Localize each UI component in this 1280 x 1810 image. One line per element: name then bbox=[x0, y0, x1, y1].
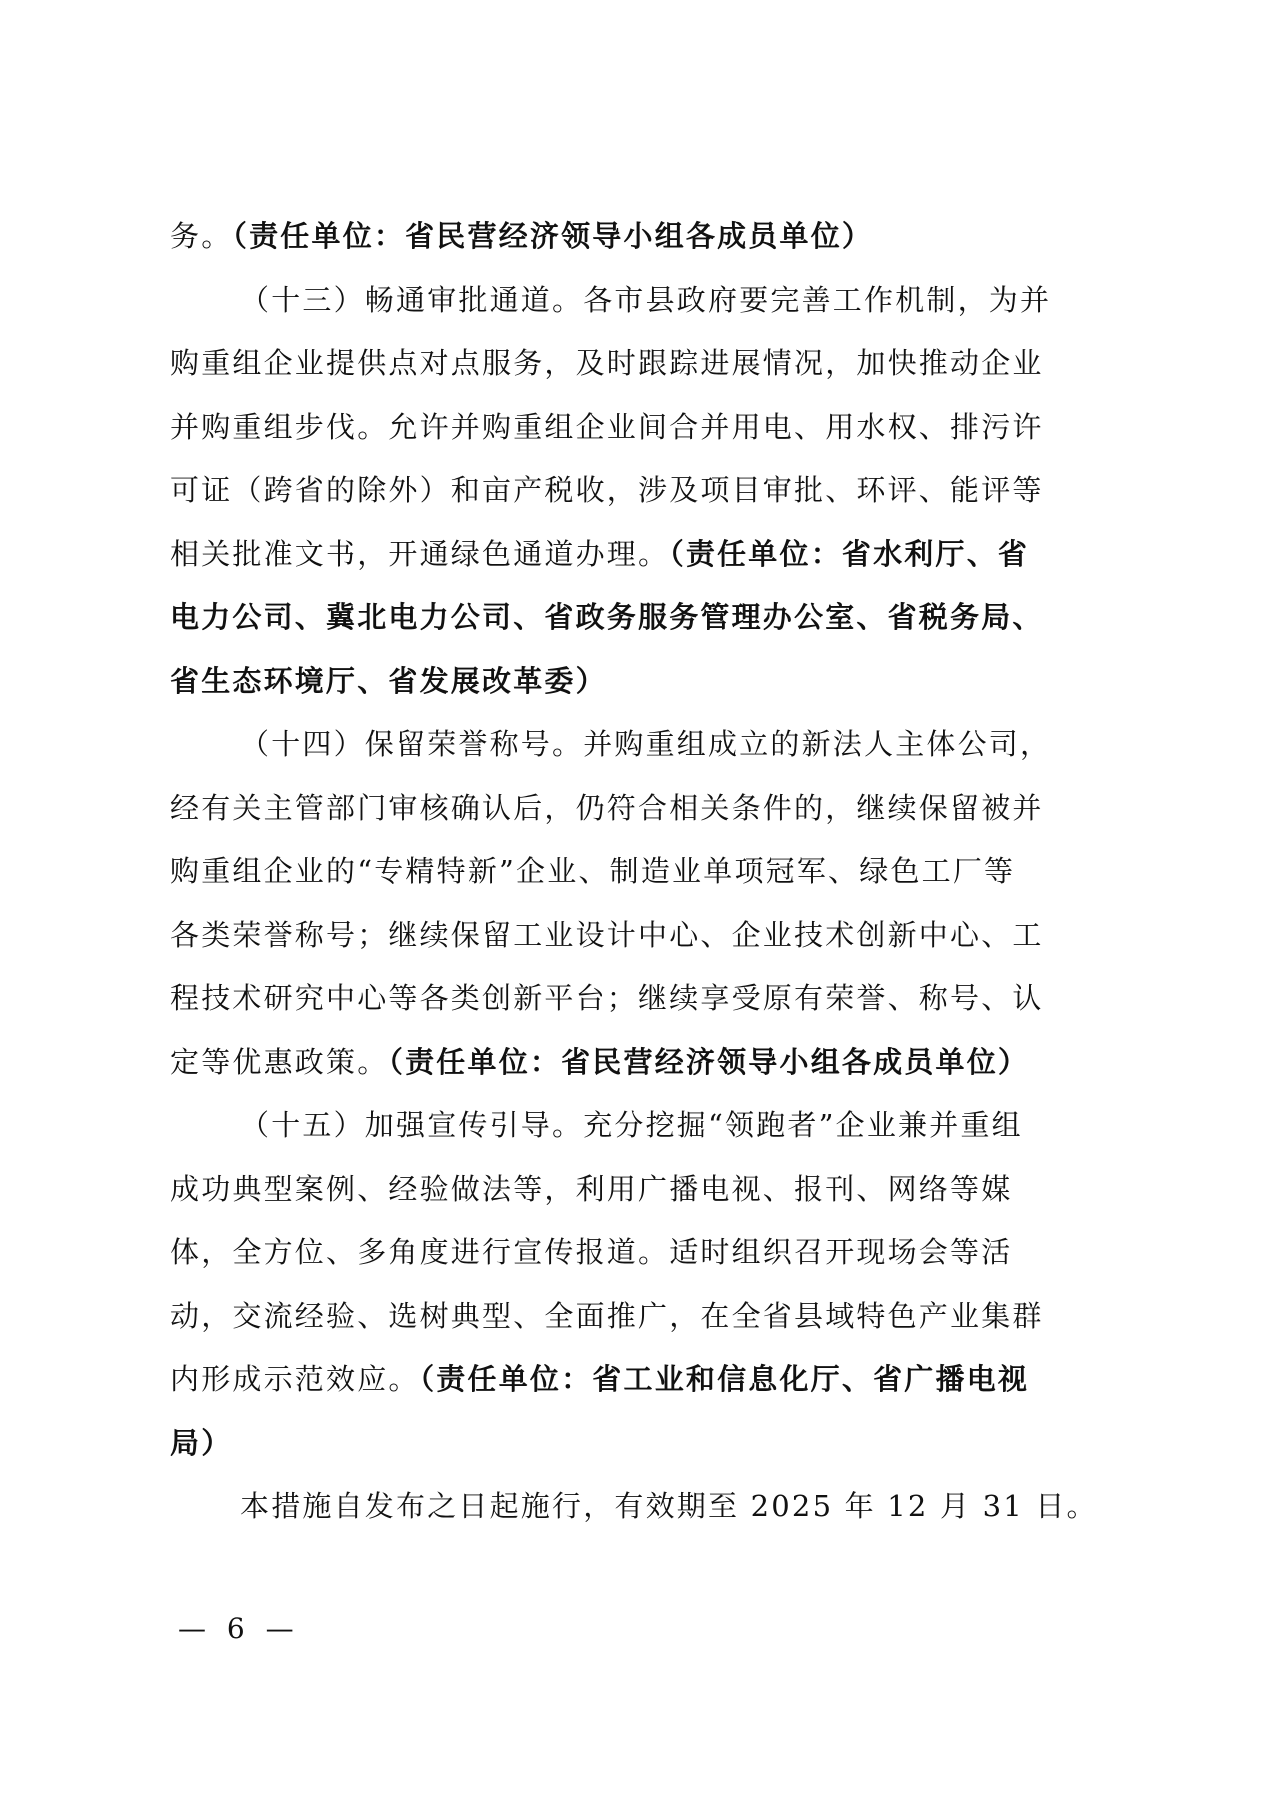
text-line bbox=[170, 332, 1115, 396]
text-line bbox=[170, 1094, 1115, 1158]
text-line bbox=[170, 1348, 1115, 1412]
line-text: 动，交流经验、选树典型、全面推广，在全省县域特色产业集群 bbox=[170, 1298, 1044, 1333]
text-line bbox=[170, 777, 1115, 841]
text-line bbox=[170, 1158, 1115, 1222]
text-line bbox=[170, 459, 1115, 523]
line-text: （十三）畅通审批通道。各市县政府要完善工作机制，为并 bbox=[240, 282, 1052, 317]
line-bold-text: （责任单位：省民营经济领导小组各成员单位） bbox=[388, 1044, 1030, 1079]
line-text: 务。 bbox=[170, 219, 233, 253]
line-bold-text: 局） bbox=[170, 1425, 233, 1460]
line-text: 购重组企业的“专精特新”企业、制造业单项冠军、绿色工厂等 bbox=[170, 854, 1016, 888]
line-bold-text: （责任单位：省民营经济领导小组各成员单位） bbox=[232, 219, 874, 253]
text-line bbox=[170, 1412, 1115, 1476]
document-body bbox=[170, 205, 1115, 1539]
line-bold-text: 省生态环境厅、省发展改革委） bbox=[170, 663, 607, 698]
text-line bbox=[170, 967, 1115, 1031]
line-text: 相关批准文书，开通绿色通道办理。 bbox=[170, 536, 670, 571]
line-text: 内形成示范效应。 bbox=[170, 1362, 420, 1396]
line-text: （十五）加强宣传引导。充分挖掘“领跑者”企业兼并重组 bbox=[240, 1108, 1023, 1142]
text-line bbox=[170, 205, 1115, 269]
line-bold-text: 电力公司、冀北电力公司、省政务服务管理办公室、省税务局、 bbox=[170, 600, 1044, 634]
line-text: 成功典型案例、经验做法等，利用广播电视、报刊、网络等媒 bbox=[170, 1171, 1013, 1206]
text-line bbox=[170, 713, 1115, 777]
line-text: 定等优惠政策。 bbox=[170, 1044, 389, 1079]
line-text: 程技术研究中心等各类创新平台；继续享受原有荣誉、称号、认 bbox=[170, 981, 1044, 1015]
text-line bbox=[170, 1031, 1115, 1095]
line-text: 体，全方位、多角度进行宣传报道。适时组织召开现场会等活 bbox=[170, 1235, 1013, 1269]
text-line bbox=[170, 840, 1115, 904]
page-number: — 6 — bbox=[178, 1612, 300, 1645]
line-text: 经有关主管部门审核确认后，仍符合相关条件的，继续保留被并 bbox=[170, 790, 1044, 825]
line-bold-text: （责任单位：省水利厅、省 bbox=[669, 536, 1030, 571]
line-text: 本措施自发布之日起施行，有效期至 2025 年 12 月 31 日。 bbox=[240, 1489, 1098, 1523]
line-text: 购重组企业提供点对点服务，及时跟踪进展情况，加快推动企业 bbox=[170, 346, 1044, 380]
text-line bbox=[170, 396, 1115, 460]
line-bold-text: （责任单位：省工业和信息化厅、省广播电视 bbox=[419, 1362, 1030, 1396]
text-line bbox=[170, 523, 1115, 587]
line-text: 可证（跨省的除外）和亩产税收，涉及项目审批、环评、能评等 bbox=[170, 473, 1044, 507]
text-line bbox=[170, 650, 1115, 714]
text-line bbox=[170, 269, 1115, 333]
text-line bbox=[170, 1221, 1115, 1285]
line-text: 并购重组步伐。允许并购重组企业间合并用电、用水权、排污许 bbox=[170, 409, 1044, 444]
line-text: （十四）保留荣誉称号。并购重组成立的新法人主体公司， bbox=[240, 727, 1052, 761]
text-line bbox=[170, 586, 1115, 650]
text-line bbox=[170, 904, 1115, 968]
line-text: 各类荣誉称号；继续保留工业设计中心、企业技术创新中心、工 bbox=[170, 917, 1044, 952]
text-line bbox=[170, 1475, 1115, 1539]
text-line bbox=[170, 1285, 1115, 1349]
